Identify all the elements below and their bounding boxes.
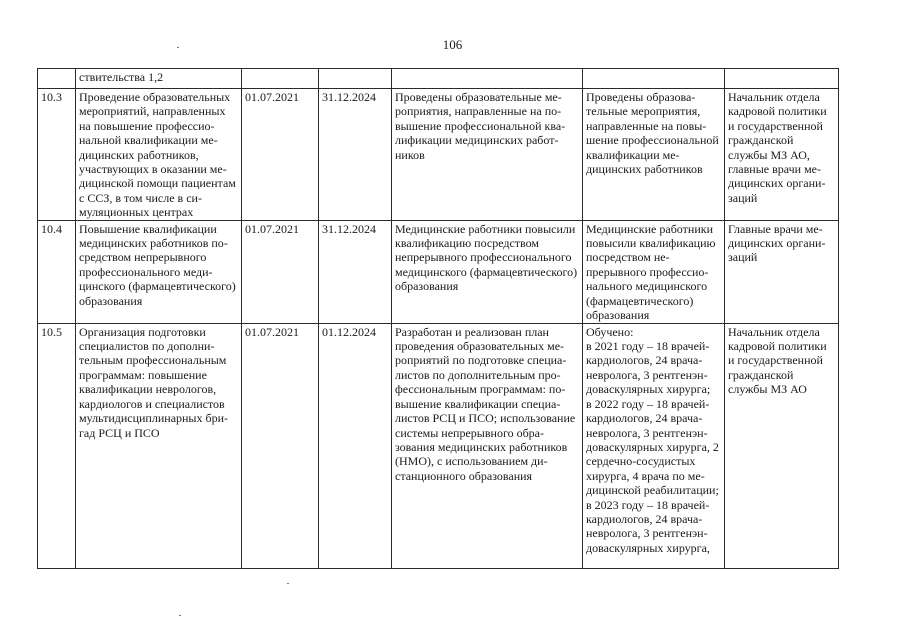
cell-result — [392, 69, 583, 89]
cell-result: Проведены образовательные мероприятия, направленные на повышение профессиональной квалификации медицинских работников — [392, 89, 583, 221]
cell-responsible: Начальник отдела кадровой политики и государственной гражданской службы МЗ АО — [725, 323, 839, 568]
cell-responsible: Начальник отдела кадровой политики и государственной гражданской службы МЗ АО, главные врачи медицинских организаций — [725, 89, 839, 221]
cell-event: ствительства 1,2 — [76, 69, 242, 89]
table-row — [38, 89, 839, 221]
cell-indicator: Медицинские работники повысили квалификацию посредством непрерывного профессионального медицинского (фармацевтического) образования — [583, 220, 725, 323]
cell-num: 10.4 — [38, 220, 76, 323]
cell-end: 31.12.2024 — [319, 220, 392, 323]
cell-num: 10.3 — [38, 89, 76, 221]
cell-responsible — [725, 69, 839, 89]
cell-result: Медицинские работники повысили квалификацию посредством непрерывного профессионального медицинского (фармацевтического) образования — [392, 220, 583, 323]
scan-speck — [179, 615, 181, 616]
cell-event: Проведение образовательных мероприятий, направленных на повышение профессиональной квалификации медицинских работников, участвующих в оказании медицинской помощи пациентам с ССЗ, в том числе в симуляционных центрах — [76, 89, 242, 221]
cell-indicator: Обучено: в 2021 году – 18 врачей-кардиологов, 24 врача-невролога, 3 рентгенэндоваскулярных хирурга; в 2022 году – 18 врачей-кардиологов, 24 врача-невролога, 3 рентгенэндоваскулярных хирурга, 2 сердечно-сосудистых хирурга, 4 врача по медицинской реабилитации; в 2023 году – 18 врачей-кардиологов, 24 врача-невролога, 3 рентгенэндоваскулярных хирурга, — [583, 323, 725, 568]
cell-result: Разработан и реализован план проведения образовательных мероприятий по подготовке специалистов по дополнительным профессиональным программам: повышение квалификации специалистов РСЦ и ПСО; использование системы непрерывного образования медицинских работников (НМО), с использованием дистанционного образования — [392, 323, 583, 568]
table-row — [38, 323, 839, 568]
table-row — [38, 220, 839, 323]
table-row-continuation — [38, 69, 839, 89]
cell-event: Организация подготовки специалистов по дополнительным профессиональным программам: повышение квалификации неврологов, кардиологов и специалистов мультидисциплинарных бригад РСЦ и ПСО — [76, 323, 242, 568]
cell-start — [242, 69, 319, 89]
activity-plan-table — [37, 68, 839, 569]
cell-start: 01.07.2021 — [242, 220, 319, 323]
cell-num: 10.5 — [38, 323, 76, 568]
cell-end: 31.12.2024 — [319, 89, 392, 221]
cell-event: Повышение квалификации медицинских работников посредством непрерывного профессионального медицинского (фармацевтического) образования — [76, 220, 242, 323]
cell-indicator — [583, 69, 725, 89]
cell-start: 01.07.2021 — [242, 323, 319, 568]
cell-responsible: Главные врачи медицинских организаций — [725, 220, 839, 323]
scan-speck — [177, 47, 179, 48]
cell-end: 01.12.2024 — [319, 323, 392, 568]
cell-end — [319, 69, 392, 89]
cell-num — [38, 69, 76, 89]
cell-indicator: Проведены образовательные мероприятия, направленные на повышение профессиональной квалификации медицинских работников — [583, 89, 725, 221]
page-number: 106 — [442, 37, 463, 52]
scan-speck — [287, 583, 289, 584]
cell-start: 01.07.2021 — [242, 89, 319, 221]
